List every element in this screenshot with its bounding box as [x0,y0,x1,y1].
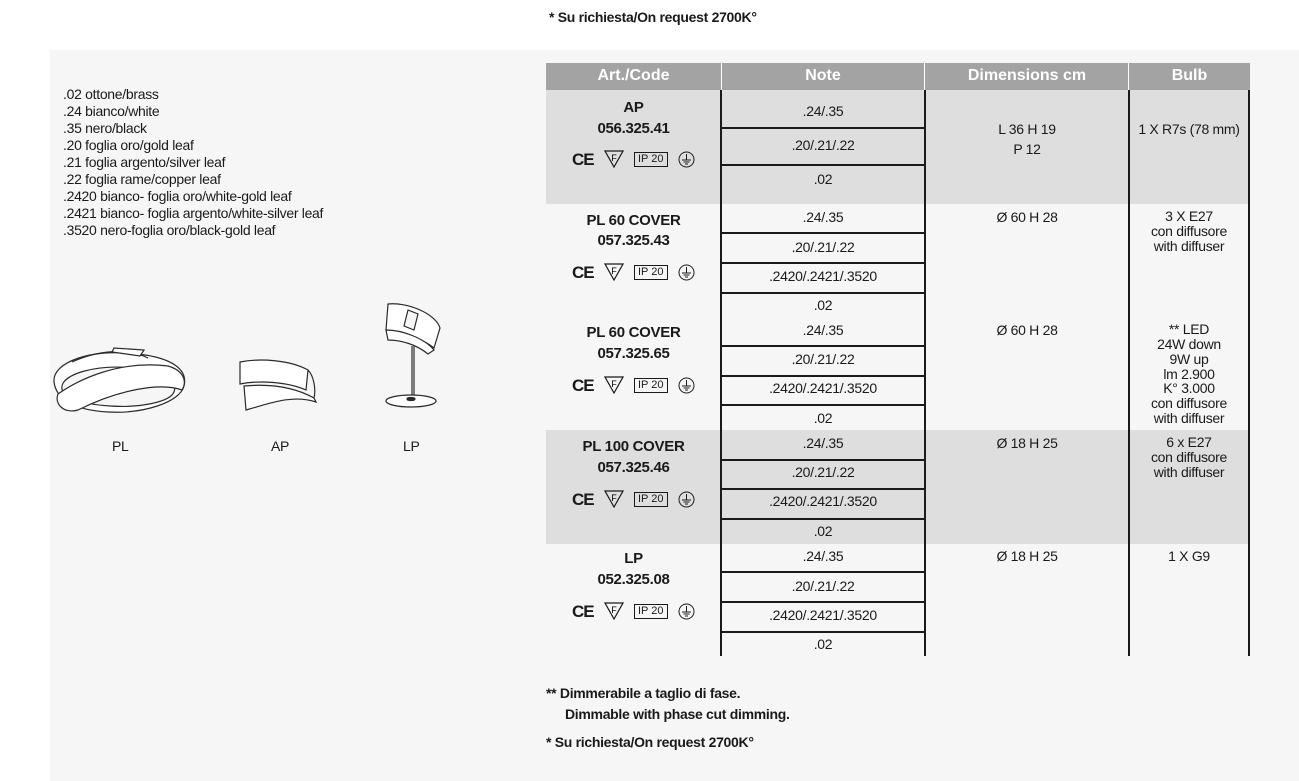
dimension-value: Ø 60 H 28 [996,209,1058,225]
table-row-ap [546,90,1250,204]
note-value: .02 [813,297,833,313]
bulb-value: 9W up [1169,351,1209,367]
bulb-value: 1 X G9 [1168,548,1210,564]
top-band [0,0,1299,50]
table-lamp-illustration [378,300,448,415]
bulb-value: ** LED [1168,321,1210,337]
note-value: .20/.21/.22 [791,351,855,367]
wall-lamp-illustration [230,290,330,430]
ce-mark-icon: CE [572,263,594,282]
note-value: .02 [813,636,833,652]
note-value: .02 [813,523,833,539]
finish-item: .35 nero/black [63,120,147,136]
ip-rating-badge: IP 20 [634,492,668,507]
certification-marks [572,150,702,170]
bulb-value: lm 2.900 [1163,366,1215,382]
f-mark-icon [604,150,624,168]
dimension-value: Ø 18 H 25 [996,435,1058,451]
dimension-value: Ø 18 H 25 [996,548,1058,564]
dimension-value: Ø 60 H 28 [996,322,1058,338]
f-mark-icon [604,490,624,508]
bulb-value: 6 x E27 [1166,434,1212,450]
table-row-pl60-e27 [546,204,1250,317]
table-row-lp [546,544,1250,656]
f-mark-icon [604,263,624,281]
dimension-value: L 36 H 19 [998,121,1056,137]
note-value: .20/.21/.22 [791,137,855,153]
svg-text:F: F [611,153,617,163]
product-name: AP [623,99,644,116]
svg-text:F: F [611,266,617,276]
bulb-value: K° 3.000 [1163,380,1215,396]
finish-item: .2421 bianco- foglia argento/white-silver leaf [63,205,324,221]
ce-mark-icon: CE [572,490,594,509]
ground-symbol-icon [678,377,695,394]
ground-symbol-icon [678,491,695,508]
illustration-label-pl: PL [112,438,129,454]
product-name: PL 100 COVER [582,438,685,455]
header-dimensions: Dimensions cm [967,67,1087,84]
note-value: .20/.21/.22 [791,578,855,594]
certification-marks [572,376,702,396]
note-value: .02 [813,410,833,426]
svg-text:F: F [611,493,617,503]
note-value: .20/.21/.22 [791,464,855,480]
bulb-value: 24W down [1157,336,1221,352]
left-margin [0,50,50,781]
ce-mark-icon: CE [572,602,594,621]
finish-item: .3520 nero-foglia oro/black-gold leaf [63,222,276,238]
product-code: 056.325.41 [597,120,670,137]
bulb-value: 3 X E27 [1165,208,1213,224]
note-value: .24/.35 [802,209,844,225]
header-bulb: Bulb [1171,67,1208,84]
bulb-value: con diffusore [1150,449,1227,465]
certification-marks [572,490,702,510]
header-art-code: Art./Code [597,67,670,84]
top-on-request-note: * Su richiesta/On request 2700K° [549,9,757,25]
product-code: 057.325.65 [597,345,670,362]
ip-rating-badge: IP 20 [634,265,668,280]
finish-item: .2420 bianco- foglia oro/white-gold leaf [63,188,292,204]
ground-symbol-icon [678,264,695,281]
certification-marks [572,263,702,283]
ip-rating-badge: IP 20 [634,604,668,619]
bulb-value: con diffusore [1150,395,1227,411]
finishes-legend [63,86,323,239]
note-value: .24/.35 [802,322,844,338]
finish-item: .02 ottone/brass [63,86,159,102]
f-mark-icon [604,376,624,394]
bulb-value: with diffuser [1153,410,1225,426]
note-value: .2420/.2421/.3520 [769,493,877,509]
note-value: .20/.21/.22 [791,239,855,255]
table-row-pl100 [546,430,1250,544]
svg-text:F: F [611,605,617,615]
product-name: PL 60 COVER [586,212,681,229]
footnote-dimmable-it: ** Dimmerabile a taglio di fase. [546,685,741,701]
footnote-dimmable-en: Dimmable with phase cut dimming. [565,706,790,722]
product-name: LP [624,550,643,567]
note-value: .24/.35 [802,435,844,451]
product-name: PL 60 COVER [586,324,681,341]
finish-item: .24 bianco/white [63,103,160,119]
ip-rating-badge: IP 20 [634,152,668,167]
finish-item: .22 foglia rame/copper leaf [63,171,221,187]
dimension-value: P 12 [1013,141,1041,157]
table-header [546,63,1250,90]
bulb-value: 1 X R7s (78 mm) [1138,121,1240,137]
bulb-value: with diffuser [1153,238,1225,254]
note-value: .24/.35 [802,103,844,119]
note-value: .2420/.2421/.3520 [769,607,877,623]
illustration-label-ap: AP [271,438,290,454]
certification-marks [572,602,702,622]
ground-symbol-icon [678,151,695,168]
ce-mark-icon: CE [572,150,594,169]
note-value: .02 [813,171,833,187]
table-row-pl60-led [546,317,1250,430]
ceiling-lamp-illustration [48,290,193,430]
footnote-on-request: * Su richiesta/On request 2700K° [546,734,754,750]
ip-rating-badge: IP 20 [634,378,668,393]
svg-text:F: F [611,379,617,389]
bulb-value: con diffusore [1150,223,1227,239]
bulb-value: with diffuser [1153,464,1225,480]
note-value: .2420/.2421/.3520 [769,380,877,396]
note-value: .2420/.2421/.3520 [769,268,877,284]
product-code: 057.325.43 [597,232,670,249]
product-code: 057.325.46 [597,459,670,476]
f-mark-icon [604,602,624,620]
illustration-label-lp: LP [403,438,420,454]
finish-item: .21 foglia argento/silver leaf [63,154,226,170]
finish-item: .20 foglia oro/gold leaf [63,137,194,153]
note-value: .24/.35 [802,548,844,564]
header-note: Note [805,67,841,84]
product-code: 052.325.08 [597,571,670,588]
ground-symbol-icon [678,603,695,620]
ce-mark-icon: CE [572,376,594,395]
